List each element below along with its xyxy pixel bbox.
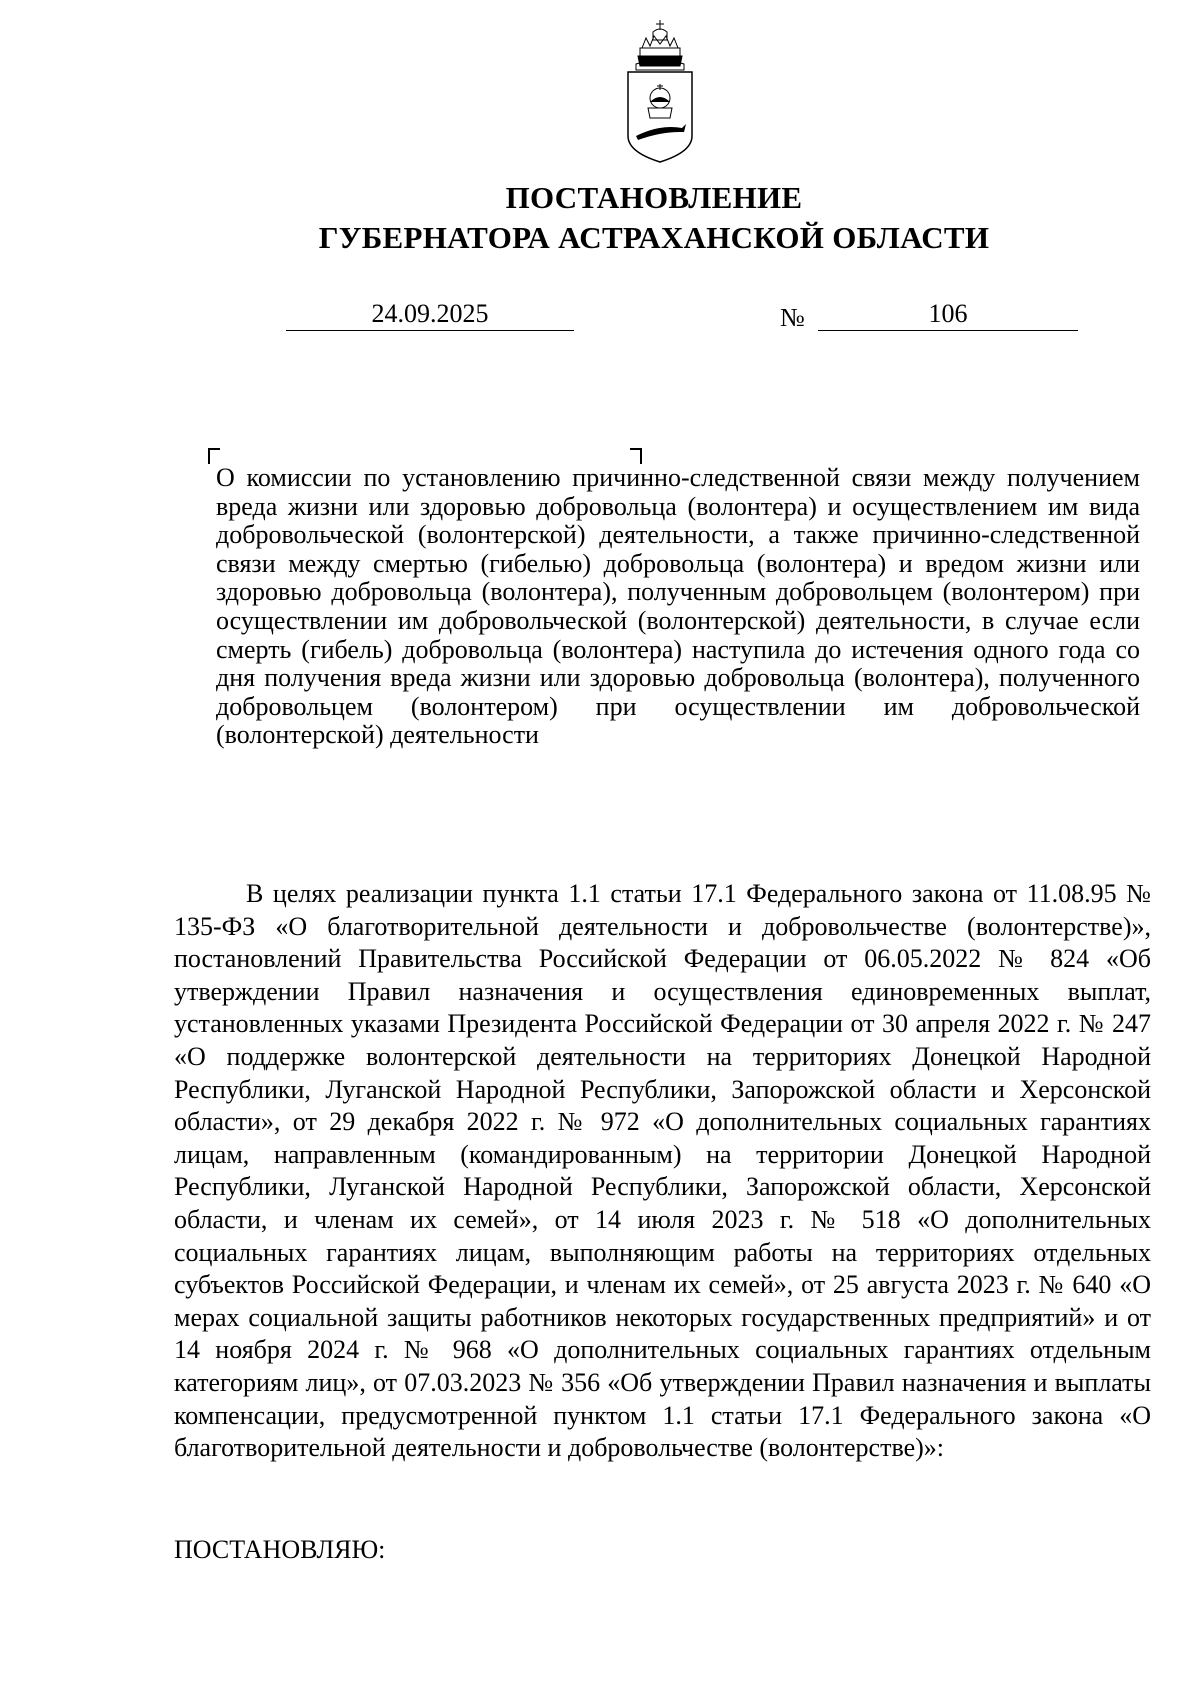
subject-corner-mark-right: [630, 448, 642, 464]
coat-of-arms-emblem: [620, 18, 700, 168]
subject-corner-mark-left: [208, 448, 220, 464]
document-date: 24.09.2025: [286, 298, 574, 331]
resolve-statement: ПОСТАНОВЛЯЮ:: [174, 1535, 386, 1564]
document-subject: О комиссии по установлению причинно-следственной связи между получением вреда жизни или здоровью добровольца (волонтера) и осуществлением им вида добровольческой (волонтерской) деятельности, а также причинно-следственной связи между смертью (гибелью) добровольца (волонтера) и вредом жизни или здоровью добровольца (волонтера), полученным добровольцем (волонтером) при осуществлении им добровольческой (волонтерской) деятельности, в случае если смерть (гибель) добровольца (волонтера) наступила до истечения одного года со дня получения вреда жизни или здоровью добровольца (волонтера), полученного добровольцем (волонтером) при осуществлении им добровольческой (волонтерской) деятельности: [216, 463, 1140, 750]
document-type-heading: ПОСТАНОВЛЕНИЕ: [505, 180, 803, 215]
number-label: №: [780, 303, 805, 332]
preamble-paragraph: В целях реализации пункта 1.1 статьи 17.1 Федерального закона от 11.08.95 № 135-ФЗ «О благотворительной деятельности и добровольчестве (волонтерстве)», постановлений Правительства Российской Федерации от 06.05.2022 № 824 «Об утверждении Правил назначения и осуществления единовременных выплат, установленных указами Президента Российской Федерации от 30 апреля 2022 г. № 247 «О поддержке волонтерской деятельности на территориях Донецкой Народной Республики, Луганской Народной Республики, Запорожской области и Херсонской области», от 29 декабря 2022 г. № 972 «О дополнительных социальных гарантиях лицам, направленным (командированным) на территории Донецкой Народной Республики, Луганской Народной Республики, Запорожской области, Херсонской области, и членам их семей», от 14 июля 2023 г. № 518 «О дополнительных социальных гарантиях лицам, выполняющим работы на территориях отдельных субъектов Российской Федерации, и членам их семей», от 25 августа 2023 г. № 640 «О мерах социальной защиты работников некоторых государственных предприятий» и от 14 ноября 2024 г. № 968 «О дополнительных социальных гарантиях отдельным категориям лиц», от 07.03.2023 № 356 «Об утверждении Правил назначения и выплаты компенсации, предусмотренной пунктом 1.1 статьи 17.1 Федерального закона «О благотворительной деятельности и добровольчестве (волонтерстве)»:: [174, 879, 1151, 1463]
issuing-authority-heading: ГУБЕРНАТОРА АСТРАХАНСКОЙ ОБЛАСТИ: [318, 220, 990, 255]
document-title: [0, 178, 1200, 258]
document-number: 106: [818, 298, 1078, 331]
